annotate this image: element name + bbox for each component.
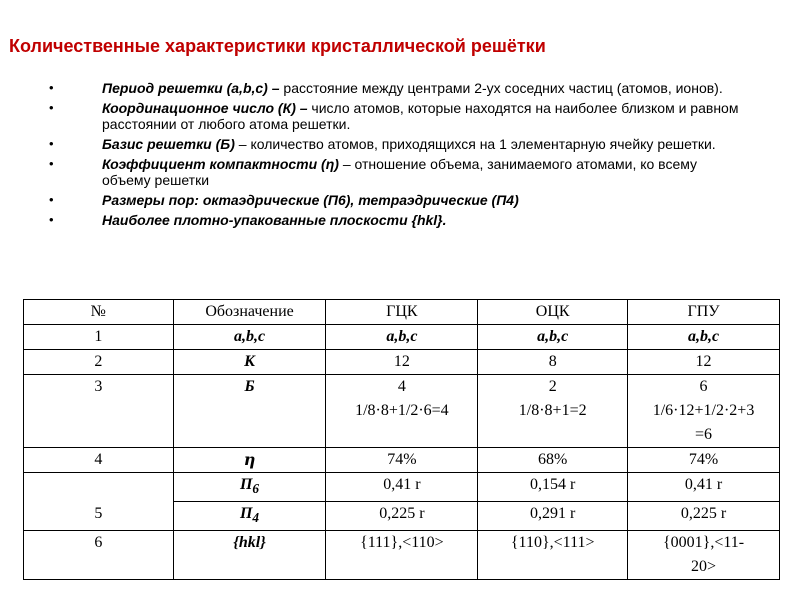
bullet-icon: • bbox=[49, 100, 54, 115]
bullet-icon: • bbox=[49, 136, 54, 151]
page-title: Количественные характеристики кристаллической решётки bbox=[9, 36, 546, 56]
hcp-value bbox=[628, 531, 780, 580]
row-symbol: К bbox=[173, 350, 326, 375]
table-header-row bbox=[24, 300, 780, 325]
row-number bbox=[24, 473, 174, 502]
hcp-value: 12 bbox=[628, 350, 780, 375]
bcc-value: 0,154 r bbox=[478, 473, 628, 502]
list-item bbox=[46, 80, 746, 96]
term-description: – отношение объема, занимаемого атомами, ко всему объему решетки bbox=[102, 156, 698, 188]
bullet-icon: • bbox=[49, 192, 54, 207]
fcc-value: 12 bbox=[326, 350, 478, 375]
fcc-value: a,b,c bbox=[326, 325, 478, 350]
symbol-subscript: 4 bbox=[252, 510, 260, 526]
row-number: 2 bbox=[24, 350, 174, 375]
hcp-count: 6 bbox=[699, 378, 708, 395]
bcc-value: 0,291 r bbox=[478, 502, 628, 531]
table-row bbox=[24, 531, 780, 580]
hcp-planes-cont: 20> bbox=[691, 558, 717, 576]
bullet-icon: • bbox=[49, 156, 54, 171]
column-header: ГЦК bbox=[326, 300, 478, 325]
fcc-value: 0,225 r bbox=[326, 502, 478, 531]
characteristics-list bbox=[46, 80, 746, 232]
table-row bbox=[24, 502, 780, 531]
bullet-icon: • bbox=[49, 212, 54, 227]
row-symbol bbox=[173, 473, 326, 502]
bcc-value: 68% bbox=[478, 448, 628, 473]
row-number: 5 bbox=[24, 502, 174, 531]
term-description: расстояние между центрами 2-ух соседних частиц (атомов, ионов). bbox=[279, 80, 723, 96]
fcc-value: {111},<110> bbox=[326, 531, 478, 580]
term-label: Наиболее плотно-упакованные плоскости {hkl}. bbox=[102, 212, 447, 228]
list-item bbox=[46, 212, 746, 228]
row-symbol: Б bbox=[173, 375, 326, 448]
bcc-count: 2 bbox=[548, 378, 557, 395]
bcc-value: a,b,c bbox=[478, 325, 628, 350]
fcc-count: 4 bbox=[397, 378, 406, 395]
bullet-icon: • bbox=[49, 80, 54, 95]
fcc-formula: 1/8·8+1/2·6=4 bbox=[355, 402, 449, 419]
fcc-value: 74% bbox=[326, 448, 478, 473]
table-row bbox=[24, 350, 780, 375]
bcc-value: {110},<111> bbox=[478, 531, 628, 580]
symbol-subscript: 6 bbox=[252, 481, 260, 497]
hcp-formula-result: =6 bbox=[695, 426, 713, 443]
hcp-value: 0,41 r bbox=[628, 473, 780, 502]
bcc-formula: 1/8·8+1=2 bbox=[518, 402, 587, 419]
term-label: Размеры пор: октаэдрические (П6), тетраэдрические (П4) bbox=[102, 192, 519, 208]
column-header: ОЦК bbox=[478, 300, 628, 325]
row-symbol: a,b,c bbox=[173, 325, 326, 350]
column-header: ГПУ bbox=[628, 300, 780, 325]
term-label: Координационное число (К) – bbox=[102, 100, 308, 116]
list-item bbox=[46, 100, 746, 132]
hcp-planes: {0001},<11- bbox=[662, 534, 745, 552]
row-symbol: {hkl} bbox=[173, 531, 326, 580]
bcc-value: 8 bbox=[478, 350, 628, 375]
row-number: 3 bbox=[24, 375, 174, 448]
term-description: число атомов, которые находятся на наиболее близком и равном расстоянии от любого атома решетки. bbox=[102, 100, 739, 132]
table-row bbox=[24, 448, 780, 473]
list-item bbox=[46, 192, 746, 208]
fcc-value: 0,41 r bbox=[326, 473, 478, 502]
hcp-value: 0,225 r bbox=[628, 502, 780, 531]
column-header: Обозначение bbox=[173, 300, 326, 325]
term-label: Коэффициент компактности (η) bbox=[102, 156, 339, 172]
term-label: Период решетки (a,b,c) – bbox=[102, 80, 280, 96]
hcp-value: 74% bbox=[628, 448, 780, 473]
symbol-letter: П bbox=[239, 505, 253, 523]
column-header: № bbox=[24, 300, 174, 325]
hcp-formula: 1/6·12+1/2·2+3 bbox=[652, 402, 755, 419]
lattice-characteristics-table bbox=[23, 299, 780, 580]
row-number: 6 bbox=[24, 531, 174, 580]
table-row bbox=[24, 375, 780, 448]
row-number: 4 bbox=[24, 448, 174, 473]
hcp-value bbox=[628, 375, 780, 448]
row-symbol: η bbox=[173, 448, 326, 473]
table-row bbox=[24, 473, 780, 502]
hcp-value: a,b,c bbox=[628, 325, 780, 350]
row-symbol bbox=[173, 502, 326, 531]
list-item bbox=[46, 136, 746, 152]
symbol-letter: П bbox=[239, 476, 253, 493]
table-row bbox=[24, 325, 780, 350]
list-item bbox=[46, 156, 746, 188]
term-label: Базис решетки (Б) bbox=[102, 136, 235, 152]
fcc-value bbox=[326, 375, 478, 448]
term-description: – количество атомов, приходящихся на 1 элементарную ячейку решетки. bbox=[234, 136, 716, 152]
bcc-value bbox=[478, 375, 628, 448]
row-number: 1 bbox=[24, 325, 174, 350]
